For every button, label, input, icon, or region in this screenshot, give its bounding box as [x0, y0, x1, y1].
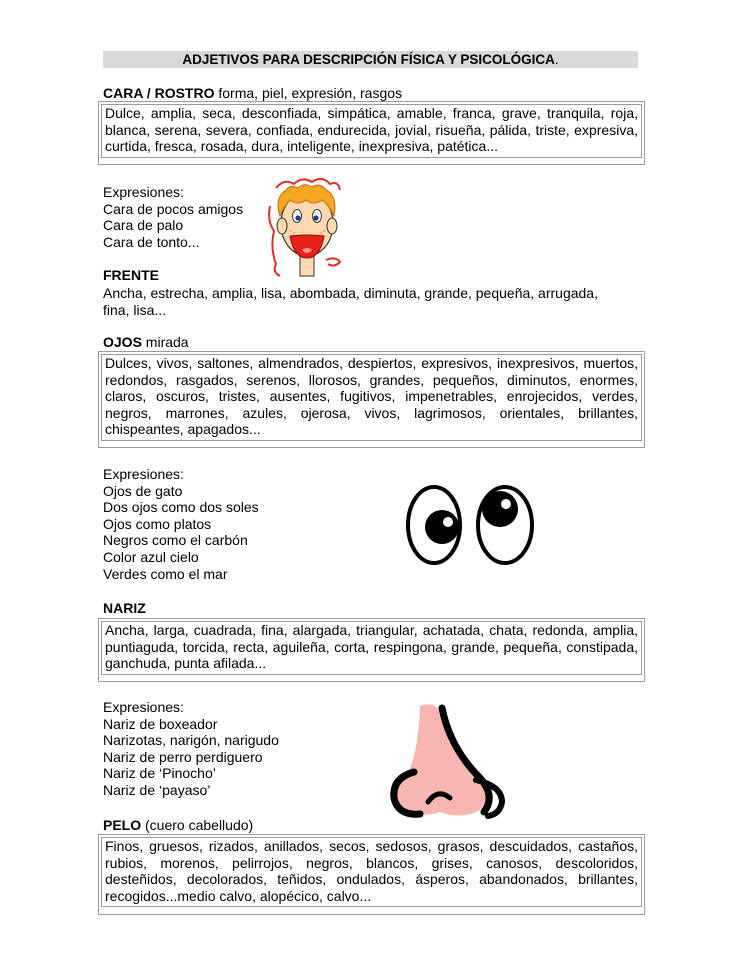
ojos-adjectives-text: Dulces, vivos, saltones, almendrados, despiertos, expresivos, inexpresivos, muertos, redondos, rasgados, serenos, llorosos, grandes, pequeños, diminutos, enormes, claros, oscuros, tristes, ausentes, fugitivos, impenetrables, enrojecidos, verdes, negros, marrones, azules, ojerosa, vivos, lagrimosos, orientales, brillantes, chispeantes, apagados... — [101, 354, 642, 441]
nariz-expression-item: Nariz de ‘Pinocho’ — [103, 765, 216, 782]
cara-expression-item: Cara de tonto... — [103, 233, 200, 250]
heading-ojos — [103, 334, 189, 351]
ojos-expression-item: Ojos de gato — [103, 482, 183, 499]
ojos-expression-item: Dos ojos como dos soles — [103, 499, 259, 516]
cartoon-eyes-illustration — [404, 482, 536, 568]
heading-cara-bold: CARA / ROSTRO — [103, 85, 215, 101]
nariz-adjectives-box — [98, 618, 645, 682]
heading-cara — [103, 85, 402, 102]
heading-ojos-bold: OJOS — [103, 334, 142, 350]
nariz-expression-item: Nariz de ‘payaso’ — [103, 781, 211, 798]
frente-adjectives-text: Ancha, estrecha, amplia, lisa, abombada, diminuta, grande, pequeña, arrugada, fina, lisa... — [103, 285, 598, 318]
nariz-expressions-label: Expresiones: — [103, 699, 184, 715]
ojos-expression-item: Color azul cielo — [103, 548, 199, 565]
cara-expressions — [103, 184, 243, 250]
cartoon-nose-illustration — [384, 698, 514, 822]
heading-nariz — [103, 600, 146, 617]
heading-pelo-bold: PELO — [103, 817, 142, 833]
heading-nariz-bold: NARIZ — [103, 600, 146, 616]
heading-cara-rest: forma, piel, expresión, rasgos — [214, 85, 403, 101]
nariz-expressions — [103, 699, 279, 799]
cara-adjectives-box — [98, 101, 645, 165]
cara-adjectives-text: Dulce, amplia, seca, desconfiada, simpática, amable, franca, grave, tranquila, roja, blanca, serena, severa, confiada, endurecida, jovial, risueña, pálida, triste, expresiva, curtida, fresca, rosada, dura, inteligente, inexpresiva, patética... — [101, 104, 642, 158]
heading-ojos-rest: mirada — [141, 334, 189, 350]
cara-expressions-label: Expresiones: — [103, 184, 184, 200]
ojos-expression-item: Verdes como el mar — [103, 565, 228, 582]
cartoon-face-illustration — [262, 176, 352, 280]
heading-frente — [103, 267, 159, 284]
heading-frente-bold: FRENTE — [103, 267, 159, 283]
title-dot: . — [554, 52, 559, 67]
heading-pelo-rest: (cuero cabelludo) — [141, 817, 254, 833]
document-title — [103, 51, 638, 68]
pelo-adjectives-box — [98, 834, 645, 915]
pelo-adjectives-text: Finos, gruesos, rizados, anillados, secos, sedosos, grasos, descuidados, castaños, rubios, morenos, pelirrojos, negros, blancos, grises, canosos, descoloridos, desteñidos, decolorados, teñidos, ondulados, ásperos, abandonados, brillantes, recogidos...medio calvo, alopécico, calvo... — [101, 837, 642, 907]
title-text: ADJETIVOS PARA DESCRIPCIÓN FÍSICA Y PSICOLÓGICA — [182, 52, 555, 67]
cara-expression-item: Cara de palo — [103, 217, 184, 234]
nariz-expression-item: Nariz de perro perdiguero — [103, 748, 263, 765]
nariz-expression-item: Nariz de boxeador — [103, 715, 218, 732]
ojos-adjectives-box — [98, 351, 645, 448]
ojos-expressions — [103, 466, 259, 582]
cara-expression-item: Cara de pocos amigos — [103, 200, 244, 217]
ojos-expression-item: Negros como el carbón — [103, 532, 248, 549]
heading-pelo — [103, 817, 253, 834]
nariz-expression-item: Narizotas, narigón, narigudo — [103, 732, 279, 749]
ojos-expression-item: Ojos como platos — [103, 515, 212, 532]
ojos-expressions-label: Expresiones: — [103, 466, 184, 482]
nariz-adjectives-text: Ancha, larga, cuadrada, fina, alargada, triangular, achatada, chata, redonda, amplia, puntiaguda, torcida, recta, aguileña, corta, respingona, grande, pequeña, constipada, ganchuda, punta afilada... — [101, 621, 642, 675]
